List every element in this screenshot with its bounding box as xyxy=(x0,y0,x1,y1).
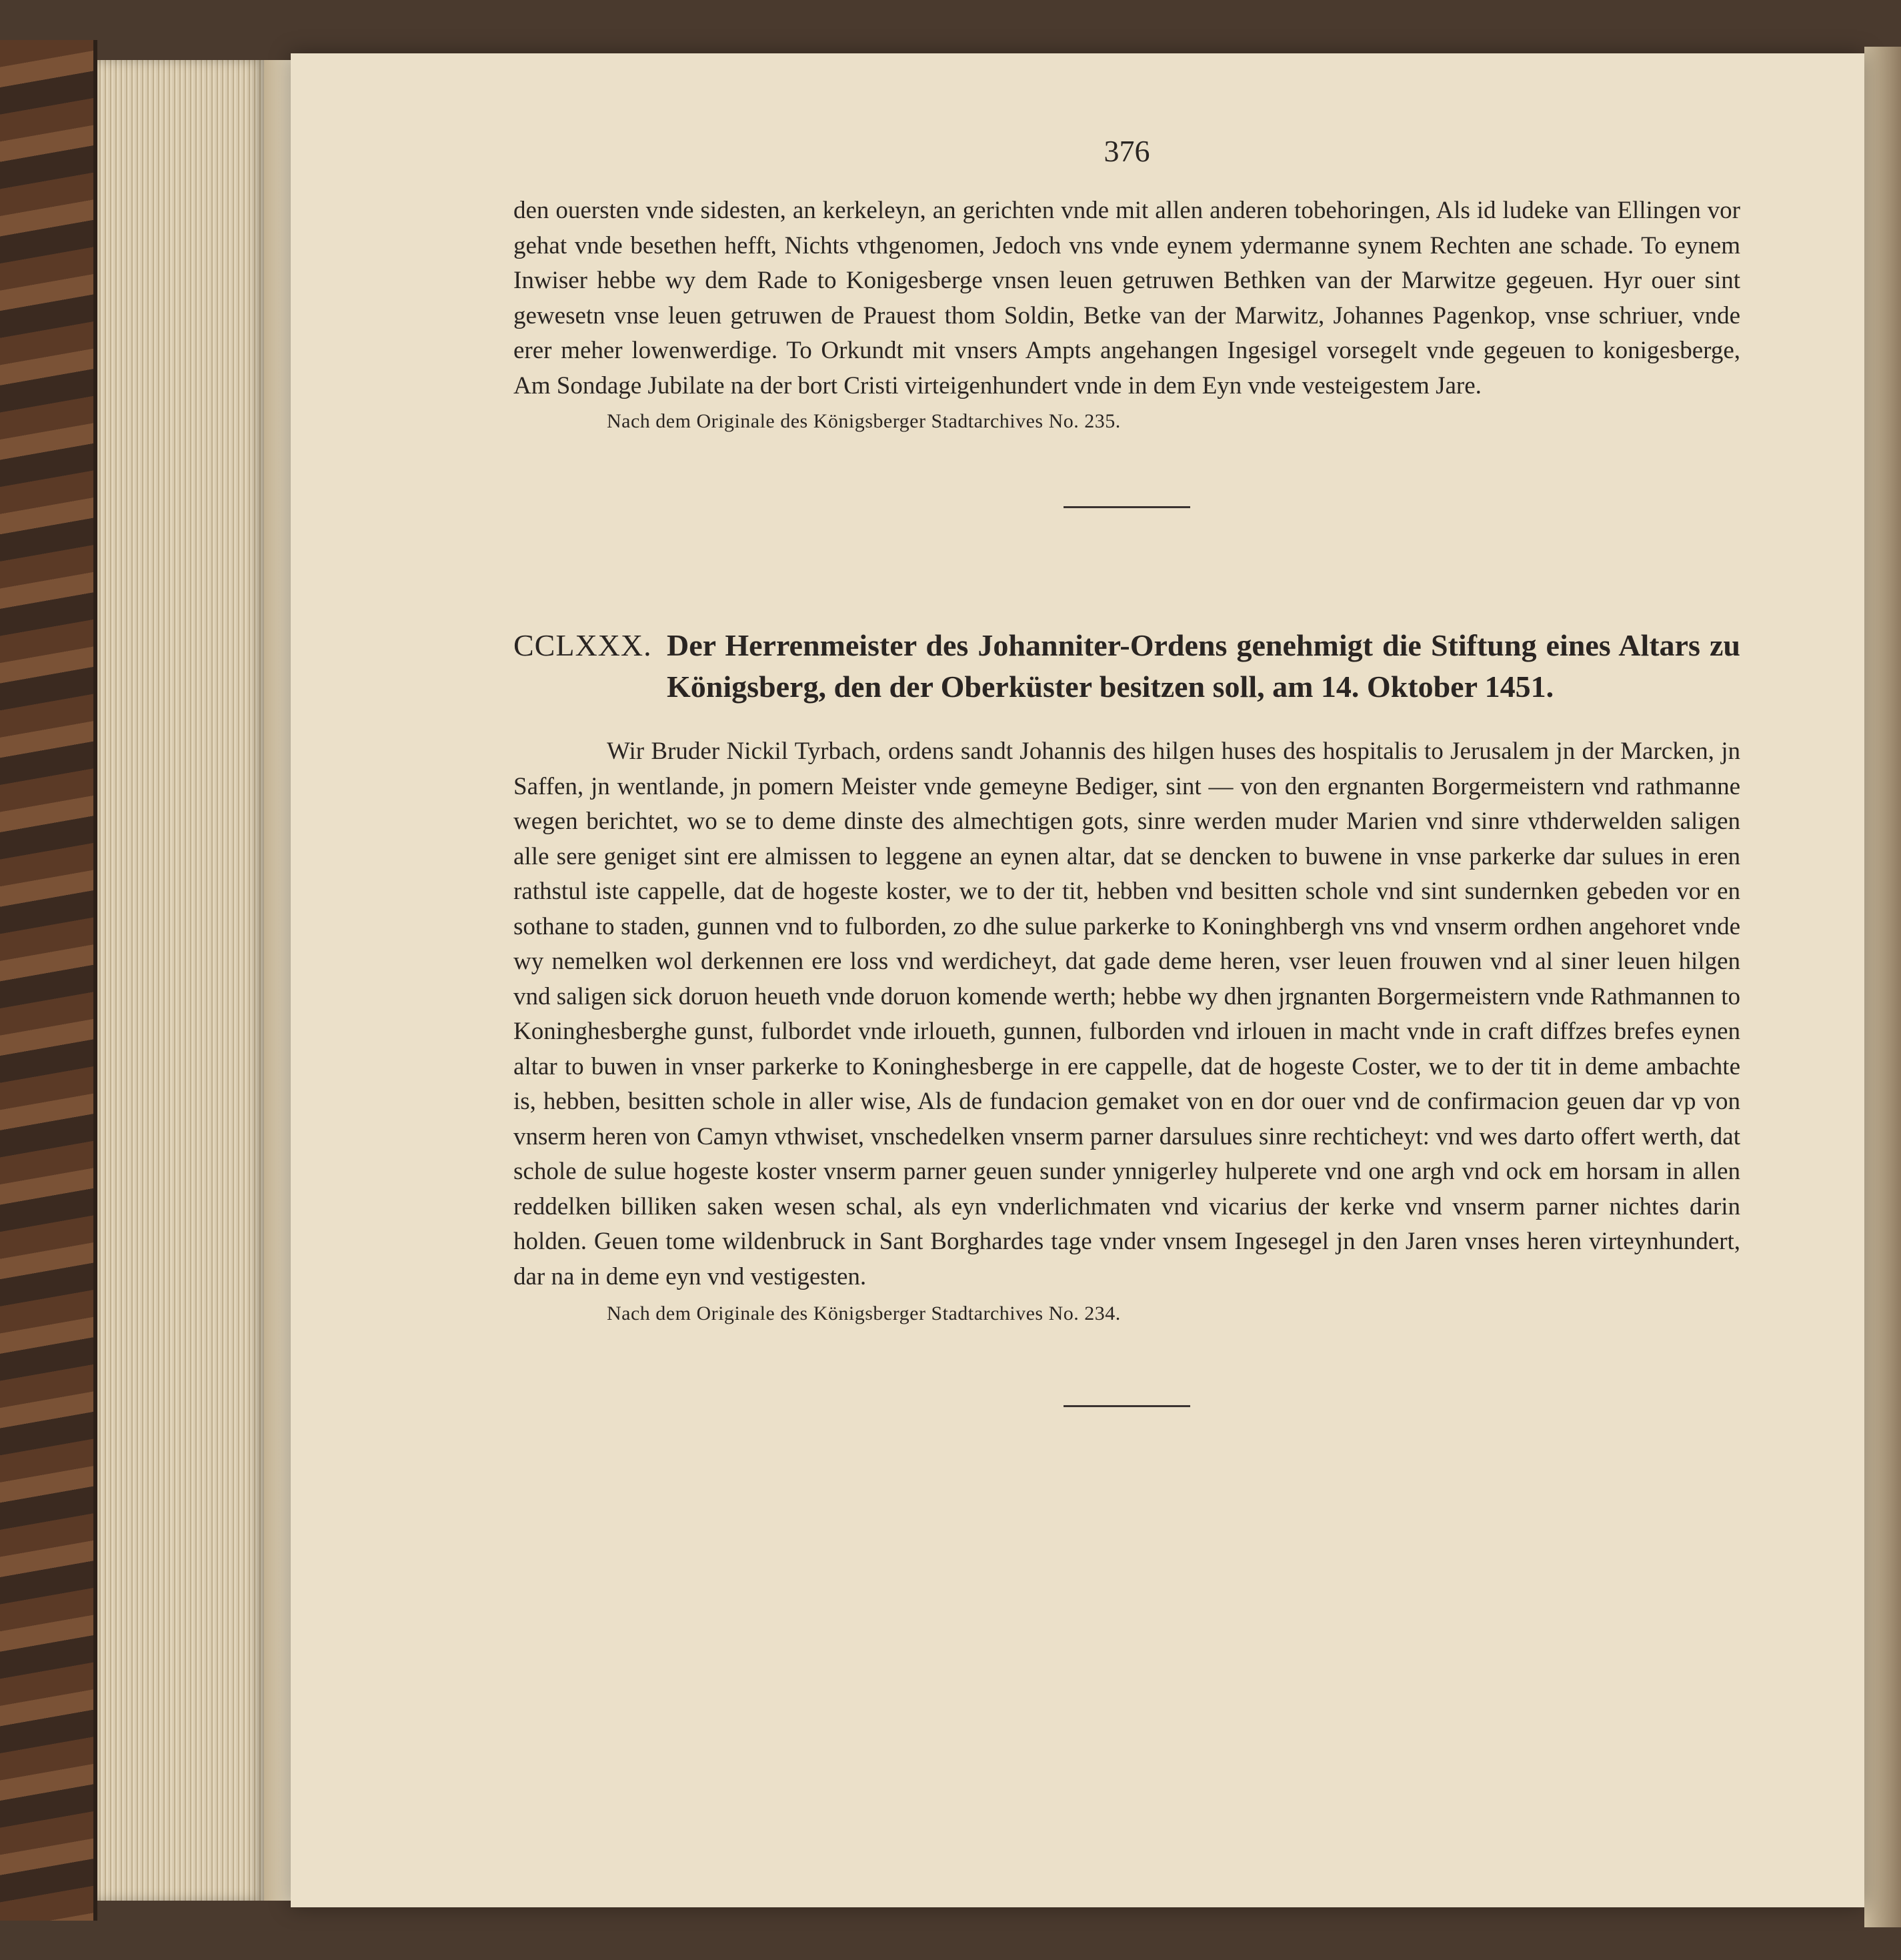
document-paragraph: den ouersten vnde sidesten, an kerkeleyn, an gerichten vnde mit allen anderen tobehoringen, Als id ludeke van Ellingen vor gehat vnde besethen hefft, Nichts vthgenomen, Jedoch vns vnde eynem ydermanne synem Rechten ane schade. To eynem Inwiser hebbe wy dem Rade to Konigesberge vnsen leuen getruwen Bethken van der Marwitze gegeuen. Hyr ouer sint gewesetn vnse leuen getruwen de Prauest thom Soldin, Betke van der Marwitz, Johannes Pagenkop, vnse schriuer, vnde erer meher lowenwerdige. To Orkundt mit vnsers Ampts angehangen Ingesigel vorsegelt vnde gegeuen to konigesberge, Am Sondage Jubilate na der bort Cristi virteigenhundert vnde in dem Eyn vnde vesteigestem Jare. xyxy=(513,197,1740,399)
page-content xyxy=(513,133,1740,1407)
section-heading xyxy=(513,625,1740,708)
source-note: Nach dem Originale des Königsberger Stadtarchives No. 235. xyxy=(607,410,1121,432)
source-note: Nach dem Originale des Königsberger Stadtarchives No. 234. xyxy=(607,1302,1121,1324)
book-binding xyxy=(0,40,97,1921)
right-page-edge xyxy=(1864,47,1901,1927)
page-gutter xyxy=(264,60,291,1901)
section-title: Der Herrenmeister des Johanniter-Ordens genehmigt die Stiftung eines Altars zu Königsberg, den der Oberküster besitzen soll, am 14. Oktober 1451. xyxy=(667,628,1740,704)
document-paragraph: Wir Bruder Nickil Tyrbach, ordens sandt Johannis des hilgen huses des hospitalis to Jerusalem jn der Marcken, jn Saffen, jn wentlande, jn pomern Meister vnde gemeyne Bediger, sint — von den ergnanten Borgermeistern vnd rathmanne wegen berichtet, wo se to deme dinste des almechtigen gots, sinre werden muder Marien vnd sinre vthderwelden saligen alle sere geniget sint ere almissen to leggene an eynen altar, dat se dencken to buwene in vnse parkerke dar sulues in eren rathstul iste cappelle, dat de hogeste koster, we to der tit, hebben vnd besitten schole vnd sint sundernken gebeden vor en sothane to staden, gunnen vnd to fulborden, zo dhe sulue parkerke to Koninghbergh vns vnd vnserm ordhen angehoret vnde wy nemelken wol derkennen ere loss vnd werdicheyt, dat gade deme heren, vser leuen frouwen vnd al siner leuen hilgen vnd saligen sick doruon heueth vnde doruon komende werth; hebbe wy dhen jrgnanten Borgermeistern vnde Rathmannen to Koninghesberghe gunst, fulbordet vnde irloueth, gunnen, fulborden vnd irlouen in macht vnde in craft diffzes brefes eynen altar to buwen in vnser parkerke to Koninghesberge in ere cappelle, dat de hogeste Coster, we to der tit in deme ambachte is, hebben, besitten schole in aller wise, Als de fundacion gemaket von en dor ouer vnd de confirmacion geuen dar vp von vnserm heren von Camyn vthwiset, vnschedelken vnserm parner darsulues sinre rechticheyt: vnd wes darto offert werth, dat schole de sulue hogeste koster vnserm parner geuen sunder ynnigerley hulperete vnd one argh vnd ock em horsam in allen reddelken billiken saken wesen schal, als eyn vnderlichmaten vnd vicarius der kerke vnd vnserm parner nichtes darin holden. Geuen tome wildenbruck in Sant Borghardes tage vnder vnsem Ingesegel jn den Jaren vnses heren virteynhundert, dar na in deme eyn vnd vestigesten. xyxy=(513,738,1740,1290)
page-number: 376 xyxy=(1104,134,1150,168)
section-divider xyxy=(1064,506,1190,508)
page-edges xyxy=(97,60,264,1901)
section-divider xyxy=(1064,1405,1190,1407)
section-number: CCLXXX. xyxy=(513,628,652,662)
